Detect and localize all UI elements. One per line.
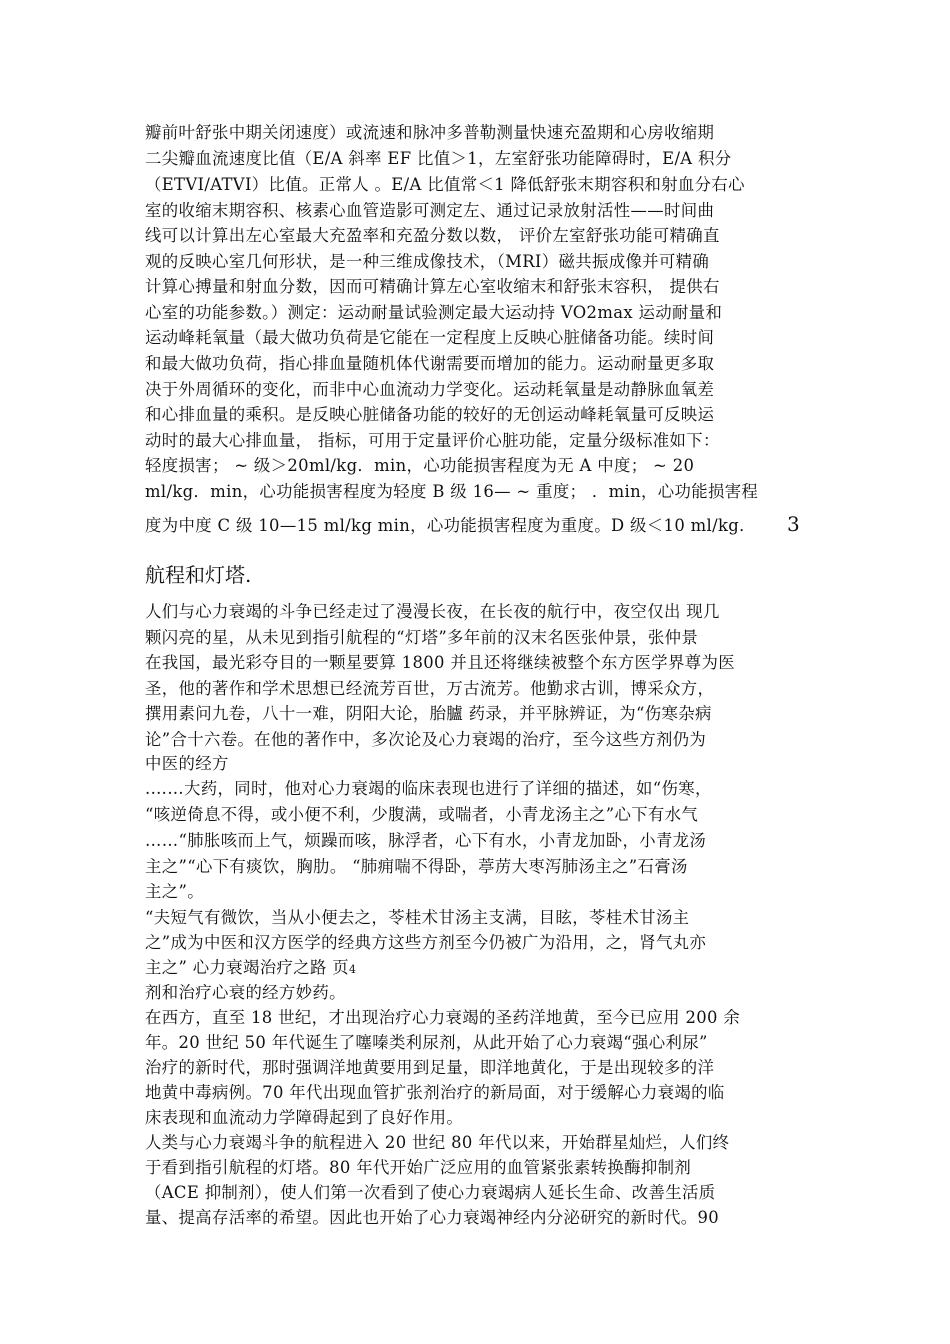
text-line: 二尖瓣血流速度比值（E/A 斜率 EF 比值＞1，左室舒张功能障碍时，E/A 积分 bbox=[145, 149, 732, 168]
text-line: 在西方，直至 18 世纪，才出现治疗心力衰竭的圣药洋地黄，至今已应用 200 余 bbox=[145, 1008, 741, 1027]
text-line: 室的收缩末期容积、核素心血管造影可测定左、通过记录放射活性——时间曲 bbox=[145, 201, 715, 220]
text-line: 治疗的新时代，那时强调洋地黄要用到足量，即洋地黄化，于是出现较多的洋 bbox=[145, 1058, 715, 1077]
text-line: 量、提高存活率的希望。因此也开始了心力衰竭神经内分泌研究的新时代。90 bbox=[145, 1208, 719, 1227]
text-line: 观的反映心室几何形状，是一种三维成像技术，（MRI）磁共振成像并可精确 bbox=[145, 252, 710, 271]
text-line: 之”成为中医和汉方医学的经典方这些方剂至今仍被广为沿用，之，肾气丸亦 bbox=[145, 933, 707, 952]
text-line: 和最大做功负荷，指心排血量随机体代谢需要而增加的能力。运动耐量更多取 bbox=[145, 354, 715, 373]
text-line bbox=[145, 956, 356, 982]
text-line: 主之”“心下有痰饮，胸肋。 “肺痈喘不得卧，葶苈大枣泻肺汤主之”石膏汤 bbox=[145, 857, 688, 876]
section-heading: 航程和灯塔. bbox=[145, 563, 252, 587]
text-line: 运动峰耗氧量（最大做功负荷是它能在一定程度上反映心脏储备功能。续时间 bbox=[145, 328, 715, 347]
text-line: “咳逆倚息不得，或小便不利，少腹满，或喘者，小青龙汤主之”心下有水气 bbox=[145, 805, 699, 824]
text-line: “夫短气有微饮，当从小便去之，苓桂术甘汤主支满，目眩，苓桂术甘汤主 bbox=[145, 908, 690, 927]
text-line: （ETVI/ATVI）比值。正常人 。E/A 比值常＜1 降低舒张末期容积和射血分右心 bbox=[145, 175, 745, 194]
text-line: 年。20 世纪 50 年代诞生了噻嗪类利尿剂，从此开始了心力衰竭“强心利尿” bbox=[145, 1033, 708, 1052]
text-line: 人类与心力衰竭斗争的航程进入 20 世纪 80 年代以来，开始群星灿烂，人们终 bbox=[145, 1133, 730, 1152]
text-line: 床表现和血流动力学障碍起到了良好作用。 bbox=[145, 1108, 464, 1127]
text-line: 决于外周循环的变化，而非中心血流动力学变化。运动耗氧量是动静脉血氧差 bbox=[145, 380, 715, 399]
text-line: 线可以计算出左心室最大充盈率和充盈分数以数， 评价左室舒张功能可精确直 bbox=[145, 226, 720, 245]
text-line: 撰用素问九卷，八十一难，阴阳大论，胎臚 药录，并平脉辨证，为“伤寒杂病 bbox=[145, 704, 712, 723]
text-line: 论”合十六卷。在他的著作中，多次论及心力衰竭的治疗，至今这些方剂仍为 bbox=[145, 730, 707, 749]
text-line: 中医的经方 bbox=[145, 754, 229, 773]
text-line: .……大药，同时，他对心力衰竭的临床表现也进行了详细的描述，如“伤寒， bbox=[145, 779, 712, 798]
text-line: 计算心搏量和射血分数，因而可精确计算左心室收缩末和舒张末容积， 提供右 bbox=[145, 277, 720, 296]
text-line: 剂和治疗心衰的经方妙药。 bbox=[145, 983, 346, 1002]
text-line: 地黄中毒病例。70 年代出现血管扩张剂治疗的新局面，对于缓解心力衰竭的临 bbox=[145, 1083, 725, 1102]
text-line: 动时的最大心排血量， 指标，可用于定量评价心脏功能，定量分级标准如下： bbox=[145, 431, 720, 450]
text-line: ……“肺胀咳而上气，烦躁而咳，脉浮者，心下有水，小青龙加卧，小青龙汤 bbox=[145, 831, 707, 850]
text-line: 瓣前叶舒张中期关闭速度）或流速和脉冲多普勒测量快速充盈期和心房收缩期 bbox=[145, 123, 715, 142]
text-line: 度为中度 C 级 10—15 ml/kg min，心功能损害程度为重度。D 级＜10 ml/kg． bbox=[145, 516, 756, 535]
text-line: 在我国，最光彩夺目的一颗星要算 1800 并且还将继续被整个东方医学界尊为医 bbox=[145, 653, 735, 672]
text-line: ml/kg．min，心功能损害程度为轻度 B 级 16— ~ 重度； ．min，心功能损害程 bbox=[145, 482, 759, 501]
text-line: （ACE 抑制剂），使人们第一次看到了使心力衰竭病人延长生命、改善生活质 bbox=[145, 1183, 716, 1202]
text-line: 轻度损害； ~ 级＞20ml/kg．min，心功能损害程度为无 A 中度； ~ 20 bbox=[145, 456, 695, 475]
footer-page-number: 4 bbox=[349, 963, 357, 976]
text-line: 和心排血量的乘积。是反映心脏储备功能的较好的无创运动峰耗氧量可反映运 bbox=[145, 405, 715, 424]
text-line: 人们与心力衰竭的斗争已经走过了漫漫长夜，在长夜的航行中，夜空仅出 现几 bbox=[145, 602, 720, 621]
text-line: 圣，他的著作和学术思想已经流芳百世，万古流芳。他勤求古训，博采众方， bbox=[145, 679, 715, 698]
text-line: 主之”。 bbox=[145, 882, 204, 901]
text-line-content: 主之” 心力衰竭治疗之路 页 bbox=[145, 958, 349, 977]
text-line: 于看到指引航程的灯塔。80 年代开始广泛应用的血管紧张素转换酶抑制剂 bbox=[145, 1158, 692, 1177]
text-line: 心室的功能参数。）测定：运动耐量试验测定最大运动持 VO2max 运动耐量和 bbox=[145, 303, 723, 322]
text-line: 颗闪亮的星，从未见到指引航程的“灯塔”多年前的汉末名医张仲景，张仲景 bbox=[145, 628, 699, 647]
page-number: 3 bbox=[787, 512, 800, 536]
